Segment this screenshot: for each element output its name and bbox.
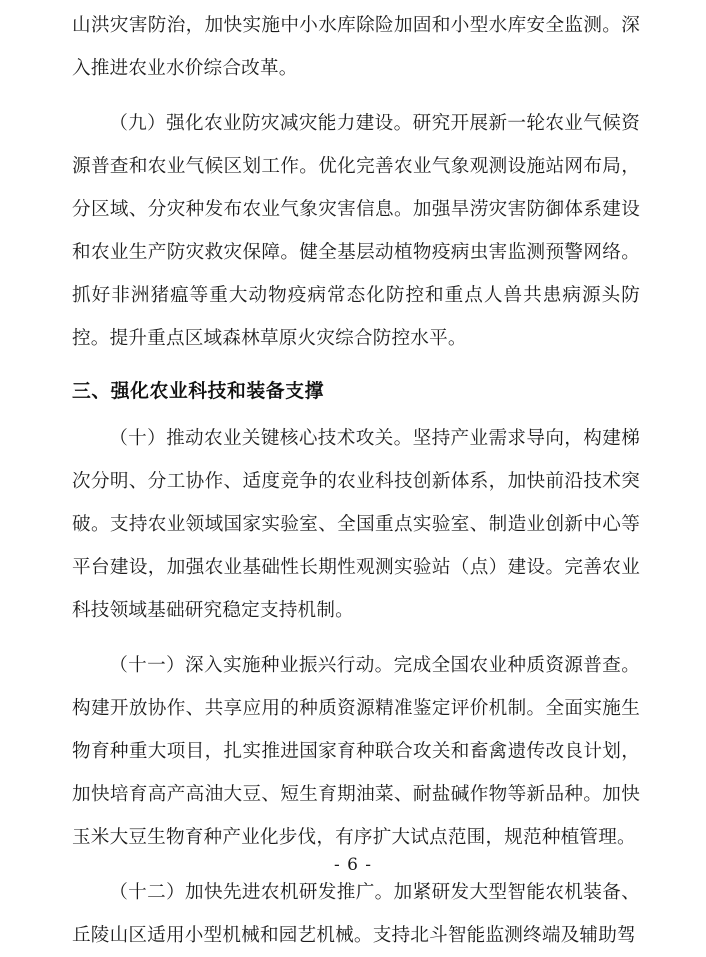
- paragraph-item-10: （十）推动农业关键核心技术攻关。坚持产业需求导向，构建梯次分明、分工协作、适度竞争的农业科技创新体系，加快前沿技术突破。支持农业领域国家实验室、全国重点实验室、制造业创新中心等平台建设，加强农业基础性长期性观测实验站（点）建设。完善农业科技领域基础研究稳定支持机制。: [72, 428, 640, 621]
- paragraph-item-11: （十一）深入实施种业振兴行动。完成全国农业种质资源普查。构建开放协作、共享应用的种质资源精准鉴定评价机制。全面实施生物育种重大项目，扎实推进国家育种联合攻关和畜禽遗传改良计划，加快培育高产高油大豆、短生育期油菜、耐盐碱作物等新品种。加快玉米大豆生物育种产业化步伐，有序扩大试点范围，规范种植管理。: [72, 655, 640, 848]
- paragraph-spacer: [72, 90, 640, 102]
- page-number: - 6 -: [333, 855, 373, 875]
- paragraph-spacer: [72, 632, 640, 644]
- paragraph-item-12: （十二）加快先进农机研发推广。加紧研发大型智能农机装备、丘陵山区适用小型机械和园艺机械。支持北斗智能监测终端及辅助驾: [72, 882, 640, 946]
- paragraph-continuation: 山洪灾害防治，加快实施中小水库除险加固和小型水库安全监测。深入推进农业水价综合改革。: [72, 15, 640, 79]
- document-body: [72, 0, 640, 957]
- section-heading-3: 三、强化农业科技和装备支撑: [72, 380, 324, 402]
- paragraph-item-9: （九）强化农业防灾减灾能力建设。研究开展新一轮农业气候资源普查和农业气候区划工作。优化完善农业气象观测设施站网布局，分区域、分灾种发布农业气象灾害信息。加强旱涝灾害防御体系建设和农业生产防灾救灾保障。健全基层动植物疫病虫害监测预警网络。抓好非洲猪瘟等重大动物疫病常态化防控和重点人兽共患病源头防控。提升重点区域森林草原火灾综合防控水平。: [72, 113, 640, 349]
- section-heading-wrapper: [72, 360, 640, 417]
